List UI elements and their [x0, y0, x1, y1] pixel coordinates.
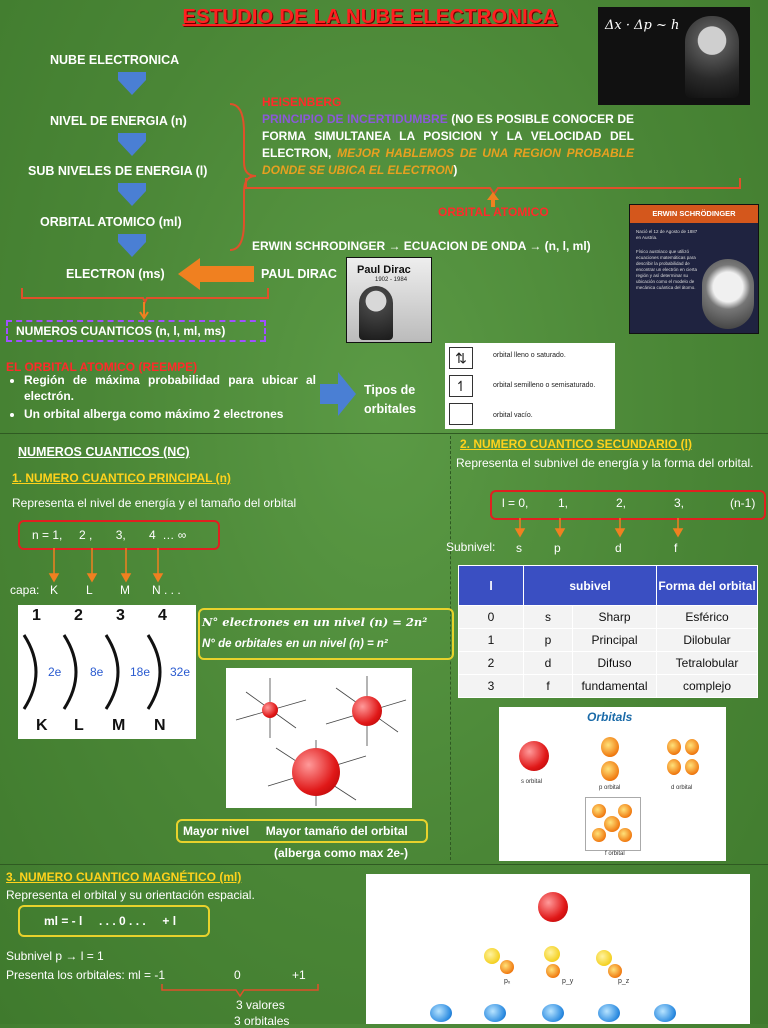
shell-diagram	[18, 605, 196, 739]
f-orbital-icon	[604, 816, 620, 832]
table-cell: Dilobular	[657, 629, 758, 652]
table-cell: 3	[459, 675, 524, 698]
divider	[0, 864, 768, 865]
f-orbital-icon	[618, 828, 632, 842]
shell-number: 3	[116, 607, 125, 624]
table-cell: Difuso	[573, 652, 657, 675]
p-orbital-icon	[544, 946, 560, 962]
p-orbital-icon	[601, 761, 619, 781]
d-orbital-icon	[685, 759, 699, 775]
subniveles-label: SUB NIVELES DE ENERGIA (l)	[28, 164, 208, 178]
shell-electrons: 2e	[48, 665, 62, 679]
table-cell: s	[524, 606, 573, 629]
orbital-caption: f orbital	[605, 851, 625, 857]
subnivel-s: s	[516, 541, 522, 555]
table-row	[459, 675, 758, 698]
table-header: l	[459, 566, 524, 606]
formula-orbitales: N° de orbitales en un nivel (n) = n²	[202, 638, 388, 650]
orbital-caption: p orbital	[599, 785, 621, 791]
formulas-box	[198, 608, 454, 660]
arrow-down-icon	[104, 133, 146, 156]
f-orbital-box	[585, 797, 641, 851]
subnivel-label: Subnivel:	[446, 540, 496, 554]
subnivel-p: p	[554, 541, 561, 555]
shell-letter: K	[36, 717, 48, 734]
table-cell: Sharp	[573, 606, 657, 629]
d-orbital-icon	[598, 1004, 620, 1022]
orbital-types-panel	[445, 343, 615, 429]
table-cell: d	[524, 652, 573, 675]
shell-letter: N	[154, 717, 166, 734]
principal-desc: Representa el nivel de energía y el tamaño del orbital	[12, 496, 297, 510]
table-cell: f	[524, 675, 573, 698]
f-orbital-icon	[592, 804, 606, 818]
f-orbital-icon	[618, 804, 632, 818]
s-orbital-icon	[519, 741, 549, 771]
d-orbital-icon	[685, 739, 699, 755]
arrow-down-icon	[139, 302, 149, 320]
mayor-nivel-box	[176, 819, 428, 843]
p-orbitals-image	[366, 874, 750, 1024]
shell-electrons: 18e	[130, 665, 151, 679]
orbital-box	[449, 403, 473, 425]
orbital-caption: s orbital	[521, 779, 543, 785]
numeros-cuanticos-box: NUMEROS CUANTICOS (n, l, ml, ms)	[6, 320, 266, 342]
schrodinger-card-b1: Nació el 12 de Agosto de 1887 en Austria.	[636, 229, 698, 240]
orbital-type-label: orbital semilleno o semisaturado.	[493, 382, 596, 389]
orbital-3s-icon	[292, 748, 340, 796]
l-value: 3,	[674, 496, 685, 510]
heisenberg-close: )	[453, 163, 458, 177]
subnivel-table	[458, 565, 758, 698]
heisenberg-photo	[598, 7, 750, 105]
table-cell: Tetralobular	[657, 652, 758, 675]
l-values-box	[490, 490, 766, 520]
uncertainty-formula: Δx · Δp ~ h	[605, 18, 680, 33]
schrodinger-card-b2: Físico austriaco que utilizó ecuaciones matemáticas para describir la probabilidad de encontrar un electrón en cierta región y así determinar su ubicación como el modelo de mecánica cuántica del átomo.	[636, 249, 698, 290]
nivel-energia-label: NIVEL DE ENERGIA (n)	[50, 114, 187, 128]
d-orbital-icon	[430, 1004, 452, 1022]
heisenberg-italic: MEJOR HABLEMOS DE UNA REGION PROBABLE DONDE SE UBICA EL ELECTRON	[262, 146, 635, 177]
s-orbital-icon	[538, 892, 568, 922]
orbital-2s-icon	[352, 696, 382, 726]
subnivel-f: f	[674, 541, 678, 555]
p-orbital-icon	[546, 964, 560, 978]
orbital-atomico-label: ORBITAL ATOMICO (ml)	[40, 215, 182, 229]
d-orbital-icon	[667, 739, 681, 755]
presenta-text: Presenta los orbitales: ml = -1	[6, 968, 166, 982]
principal-title: 1. NUMERO CUANTICO PRINCIPAL (n)	[12, 471, 231, 485]
table-cell: fundamental	[573, 675, 657, 698]
f-orbital-icon	[592, 828, 606, 842]
orbitales-text: 3 orbitales	[234, 1014, 290, 1028]
electron-label: ELECTRON (ms)	[66, 267, 165, 281]
orbital-type-label: orbital lleno o saturado.	[493, 352, 566, 359]
secundario-title: 2. NUMERO CUANTICO SECUNDARIO (l)	[460, 437, 693, 451]
p-orbital-label: pₓ	[504, 978, 511, 985]
l-value: l = 0,	[502, 496, 529, 510]
orbital-atomico-red: ORBITAL ATOMICO	[438, 205, 549, 219]
p-orbital-label: p_y	[562, 978, 574, 985]
p-orbital-icon	[500, 960, 514, 974]
ml-values: ml = - l . . . 0 . . . + l	[44, 914, 177, 928]
nc-header: NUMEROS CUANTICOS (NC)	[18, 445, 190, 459]
n-values-box	[18, 520, 220, 550]
paul-dirac-label: PAUL DIRAC	[261, 267, 337, 281]
secundario-desc: Representa el subnivel de energía y la forma del orbital.	[456, 456, 754, 470]
table-cell: 1	[459, 629, 524, 652]
nube-electronica-label: NUBE ELECTRONICA	[50, 53, 180, 67]
ml-zero: 0	[234, 968, 241, 982]
tipos-orbitales-label: Tipos de orbitales	[364, 383, 417, 416]
arrow-down-icon	[104, 234, 146, 257]
d-orbital-icon	[542, 1004, 564, 1022]
orbitals-image	[499, 707, 726, 861]
principio-label: PRINCIPIO DE INCERTIDUMBRE	[262, 112, 448, 126]
heisenberg-portrait-icon	[685, 16, 739, 98]
l-value: 1,	[558, 496, 569, 510]
reempe-title: EL ORBITAL ATOMICO (REEMPE)	[6, 360, 198, 374]
d-orbital-icon	[484, 1004, 506, 1022]
capa-k: K	[50, 583, 59, 597]
table-header: subivel	[524, 566, 657, 606]
capa-n: N . . .	[152, 583, 181, 597]
p-orbital-icon	[608, 964, 622, 978]
orbital-1s-icon	[262, 702, 278, 718]
reempe-bullet: • Región de máxima probabilidad para ubicar al electrón.	[24, 372, 316, 404]
schrodinger-portrait-icon	[702, 259, 754, 329]
table-cell: 2	[459, 652, 524, 675]
arrow-right-icon	[318, 370, 358, 418]
heisenberg-name: HEISENBERG	[262, 95, 342, 109]
shell-electrons: 8e	[90, 665, 104, 679]
table-cell: complejo	[657, 675, 758, 698]
shell-number: 2	[74, 607, 83, 624]
p-orbital-icon	[484, 948, 500, 964]
d-orbital-icon	[654, 1004, 676, 1022]
table-cell: Principal	[573, 629, 657, 652]
schrodinger-line: ERWIN SCHRODINGER → ECUACION DE ONDA → (n, l, ml)	[252, 239, 591, 253]
subnivel-p-text: Subnivel p → l = 1	[6, 949, 104, 963]
p-orbital-label: p_z	[618, 978, 630, 985]
subnivel-d: d	[615, 541, 622, 555]
s-orbitals-image	[226, 668, 412, 808]
capa-m: M	[120, 583, 130, 597]
table-cell: p	[524, 629, 573, 652]
ml-values-box	[18, 905, 210, 937]
orbitals-title: Orbitals	[587, 710, 633, 724]
magnetico-desc: Representa el orbital y su orientación espacial.	[6, 888, 255, 902]
magnetico-title: 3. NUMERO CUANTICO MAGNÉTICO (ml)	[6, 870, 242, 884]
shell-letter: M	[112, 717, 126, 734]
table-row	[459, 652, 758, 675]
mayor-nivel-text: Mayor nivel Mayor tamaño del orbital	[183, 824, 408, 838]
formula-electrons: N° electrones en un nivel (n) = 2n²	[202, 615, 428, 629]
capa-l: L	[86, 583, 93, 597]
heisenberg-text	[262, 94, 634, 179]
arrows-down-icon	[510, 518, 690, 538]
dirac-portrait-icon	[359, 286, 393, 340]
shell-letter: L	[74, 717, 84, 734]
orbital-caption: d orbital	[671, 785, 693, 791]
capa-label: capa:	[10, 583, 40, 597]
n-values: n = 1, 2 , 3, 4 … ∞	[32, 528, 187, 542]
table-header-row	[459, 566, 758, 606]
shell-electrons: 32e	[170, 665, 191, 679]
reempe-bullets	[4, 372, 316, 422]
table-header: Forma del orbital	[657, 566, 758, 606]
table-cell: 0	[459, 606, 524, 629]
d-orbital-icon	[667, 759, 681, 775]
ml-plus-one: +1	[292, 968, 306, 982]
schrodinger-card-header: ERWIN SCHRÖDINGER	[630, 205, 758, 223]
shell-number: 4	[158, 607, 167, 624]
shell-number: 1	[32, 607, 41, 624]
dirac-photo-name: Paul Dirac	[357, 264, 411, 276]
page-title: ESTUDIO DE LA NUBE ELECTRONICA	[182, 6, 558, 28]
schrodinger-card	[629, 204, 759, 334]
orbital-type-label: orbital vacío.	[493, 412, 533, 419]
orbital-box: ↿	[449, 375, 473, 397]
table-cell: Esférico	[657, 606, 758, 629]
arrow-down-icon	[104, 183, 146, 206]
valores-text: 3 valores	[236, 998, 285, 1012]
heisenberg-explain: (NO ES POSIBLE CONOCER DE FORMA SIMULTANEA LA POSICION Y LA VELOCIDAD DEL ELECTRON,	[262, 112, 635, 160]
reempe-bullet: • Un orbital alberga como máximo 2 electrones	[24, 406, 316, 422]
l-value: (n-1)	[730, 496, 756, 510]
arrow-down-icon	[104, 72, 146, 95]
table-row	[459, 629, 758, 652]
arrows-down-icon	[40, 548, 180, 584]
divider	[0, 433, 768, 434]
table-row	[459, 606, 758, 629]
orbital-box: ⇅	[449, 347, 473, 369]
alberga-text: (alberga como max 2e-)	[274, 846, 409, 860]
l-value: 2,	[616, 496, 627, 510]
dirac-photo	[346, 257, 432, 343]
dirac-photo-years: 1902 - 1984	[375, 277, 408, 283]
p-orbital-icon	[601, 737, 619, 757]
p-orbital-icon	[596, 950, 612, 966]
brace-icon	[160, 982, 320, 998]
